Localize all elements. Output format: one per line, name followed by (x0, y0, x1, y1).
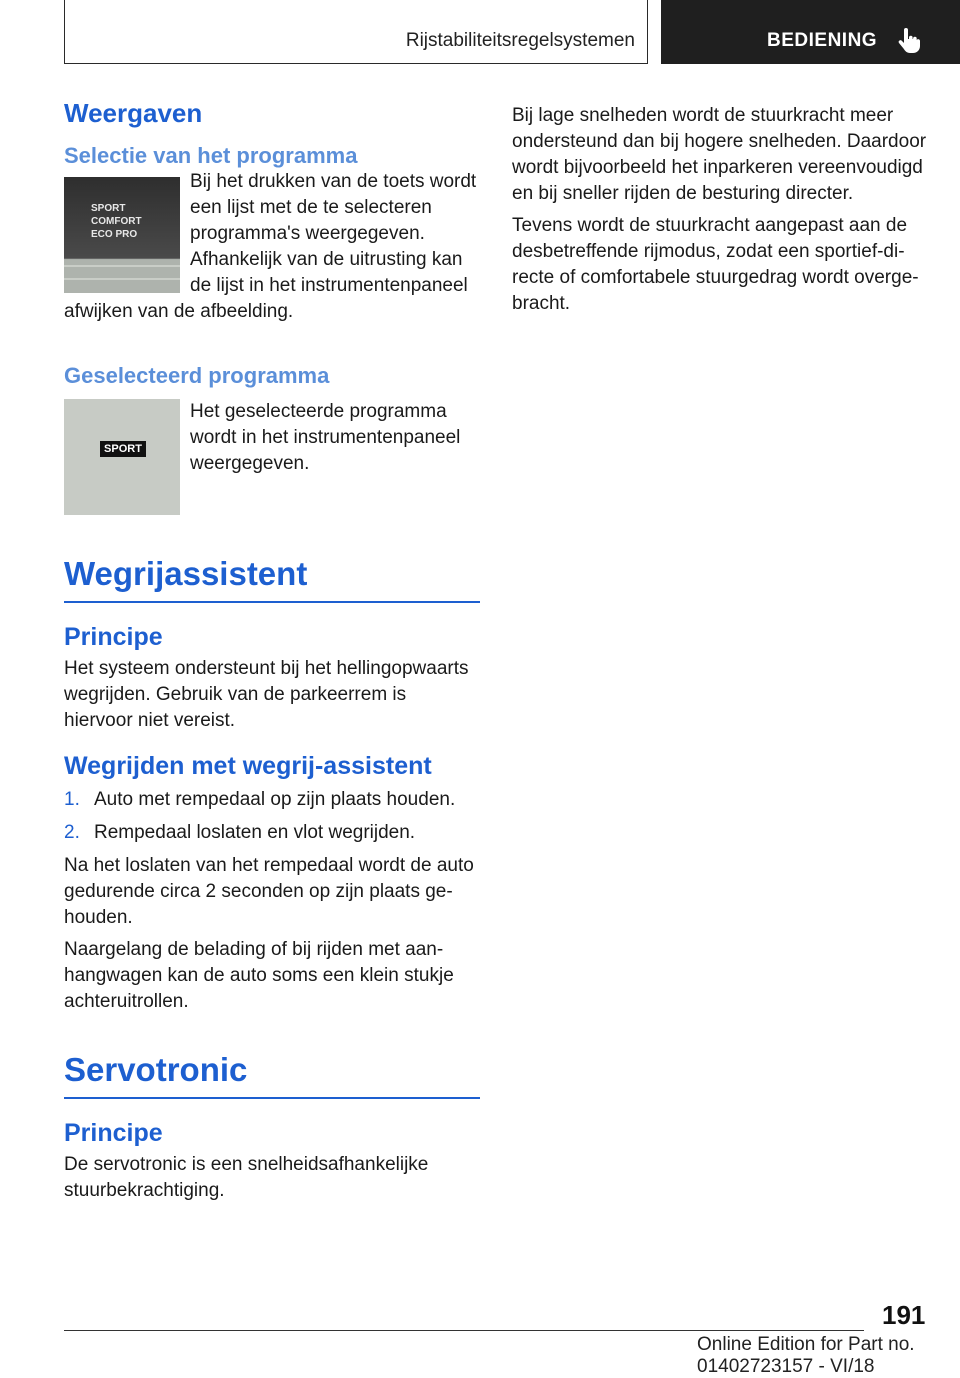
servotronic-principe-heading: Principe (64, 1119, 163, 1147)
sport-badge: SPORT (100, 441, 146, 457)
left-column (64, 98, 480, 1204)
page-number: 191 (882, 1300, 926, 1330)
selectie-text: Bij het drukken van de toets wordt een lijst met de te selecteren programma's weergegeven. Afhankelijk van de uitrusting kan de lijst in het instrumentenpaneel afwijken van de afbeelding. (64, 171, 477, 322)
wegrijden-heading: Wegrijden met wegrij-assistent (64, 752, 432, 780)
display-line-comfort: COMFORT (91, 216, 142, 227)
display-stripe (64, 278, 180, 280)
display-line-sport: SPORT (91, 203, 126, 214)
wegrij-principe-text: Het systeem ondersteunt bij het hellingopwaarts wegrijden. Gebruik van de parkeerrem is hiervoor niet vereist. (64, 658, 469, 731)
pointing-hand-icon (897, 28, 921, 54)
wegrij-para-1: Na het loslaten van het rempedaal wordt de auto gedurende circa 2 seconden op zijn plaats gehouden. (64, 855, 474, 928)
display-stripe (64, 265, 180, 267)
step-number: 2. (64, 822, 80, 843)
header-section-title: Rijstabiliteitsregelsystemen (405, 30, 635, 51)
servotronic-right-para-1: Bij lage snelheden wordt de stuurkracht meer ondersteund dan bij hogere snelheden. Daardoor wordt bijvoorbeeld het inparkeren vereenvoudigd en bij sneller rijden de besturing directer. (512, 105, 927, 204)
edition-info: Online Edition for Part no. 01402723157 - VI/18 (697, 1334, 915, 1377)
list-item (64, 820, 480, 846)
list-item (64, 787, 480, 813)
program-list-display-image (64, 177, 180, 293)
geselecteerd-heading: Geselecteerd programma (64, 363, 330, 388)
selected-program-display-image (64, 399, 180, 515)
step-text: Rempedaal loslaten en vlot wegrijden. (94, 822, 416, 843)
right-column (512, 103, 928, 317)
wegrijassistent-heading: Wegrijassistent (64, 555, 480, 603)
weergaven-heading: Weergaven (64, 98, 203, 128)
wegrij-principe-heading: Principe (64, 623, 163, 651)
header-section-box (64, 0, 648, 64)
servotronic-right-para-2: Tevens wordt de stuurkracht aangepast aan de desbetreffende rijmodus, zodat een sportief-directe of comfortabele stuurgedrag wordt overgebracht. (512, 215, 919, 314)
display-line-ecopro: ECO PRO (91, 229, 138, 240)
footer-divider (64, 1330, 864, 1331)
selectie-heading: Selectie van het programma (64, 143, 358, 168)
header-chapter-box (661, 0, 960, 64)
wegrijden-steps (64, 787, 480, 846)
geselecteerd-block (64, 389, 480, 519)
geselecteerd-text: Het geselecteerde programma wordt in het instrumentenpaneel weergegeven. (190, 401, 461, 474)
servotronic-principe-text: De servotronic is een snelheidsafhankelijke stuurbekrachtiging. (64, 1154, 429, 1201)
wegrij-para-2: Naargelang de belading of bij rijden met aanhangwagen kan de auto soms een klein stukje achteruitrollen. (64, 939, 454, 1012)
header-chapter-title: BEDIENING (767, 30, 878, 51)
selectie-block (64, 169, 480, 325)
servotronic-heading: Servotronic (64, 1051, 480, 1099)
step-number: 1. (64, 789, 80, 810)
step-text: Auto met rempedaal op zijn plaats houden. (94, 789, 456, 810)
